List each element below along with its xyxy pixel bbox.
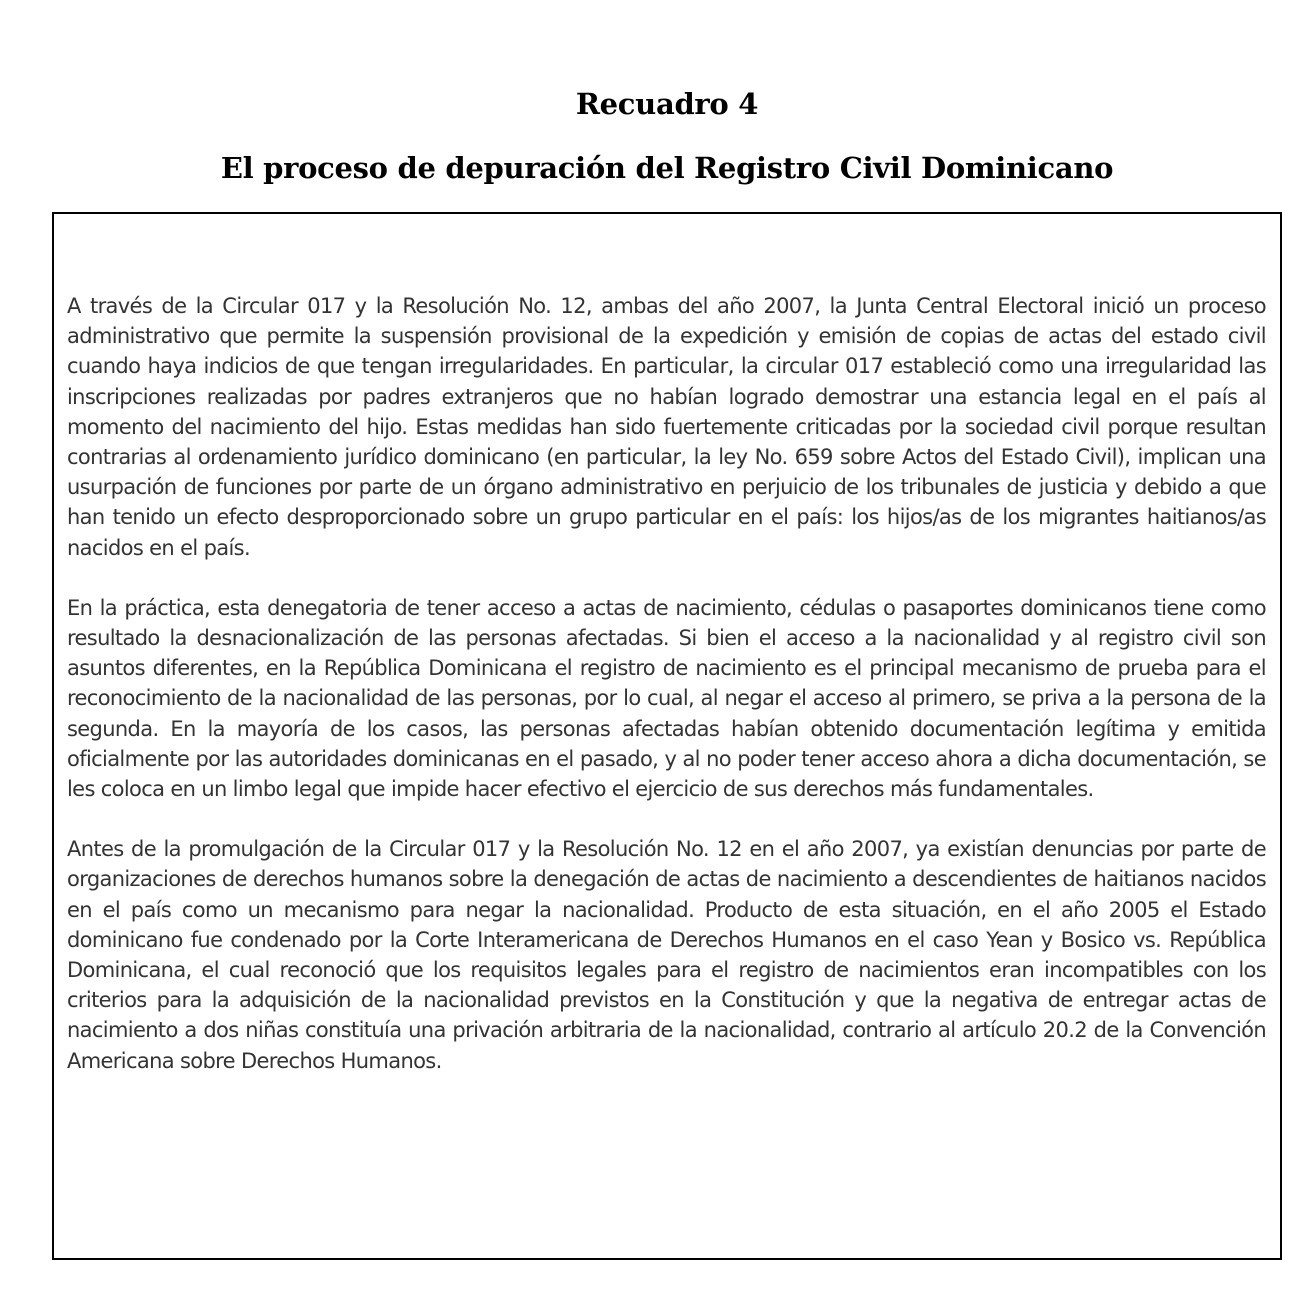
paragraph-3: Antes de la promulgación de la Circular 017 y la Resolución No. 12 en el año 2007, ya existían denuncias por parte de organizaciones de derechos humanos sobre la denegación de actas de nacimiento a descendientes de haitianos nacidos en el país como un mecanismo para negar la nacionalidad. Producto de esta situación, en el año 2005 el Estado dominicano fue condenado por la Corte Interamericana de Derechos Humanos en el caso Yean y Bosico vs. República Dominicana, el cual reconoció que los requisitos legales para el registro de nacimientos eran incompatibles con los criterios para la adquisición de la nacionalidad previstos en la Constitución y que la negativa de entregar actas de nacimiento a dos niñas constituía una privación arbitraria de la nacionalidad, contrario al artículo 20.2 de la Convención Americana sobre Derechos Humanos. bbox=[67, 837, 1266, 1073]
paragraph-1: A través de la Circular 017 y la Resolución No. 12, ambas del año 2007, la Junta Central Electoral inició un proceso administrativo que permite la suspensión provisional de la expedición y emisión de copias de actas del estado civil cuando haya indicios de que tengan irregularidades. En particular, la circular 017 estableció como una irregularidad las inscripciones realizadas por padres extranjeros que no habían logrado demostrar una estancia legal en el país al momento del nacimiento del hijo. Estas medidas han sido fuertemente criticadas por la sociedad civil porque resultan contrarias al ordenamiento jurídico dominicano (en particular, la ley No. 659 sobre Actos del Estado Civil), implican una usurpación de funciones por parte de un órgano administrativo en perjuicio de los tribunales de justicia y debido a que han tenido un efecto desproporcionado sobre un grupo particular en el país: los hijos/as de los migrantes haitianos/as nacidos en el país. bbox=[67, 294, 1266, 560]
text-box-content bbox=[67, 291, 1266, 1106]
box-label: Recuadro 4 bbox=[575, 87, 759, 121]
box-title: El proceso de depuración del Registro Civil Dominicano bbox=[220, 151, 1114, 185]
paragraph-2: En la práctica, esta denegatoria de tener acceso a actas de nacimiento, cédulas o pasaportes dominicanos tiene como resultado la desnacionalización de las personas afectadas. Si bien el acceso a la nacionalidad y al registro civil son asuntos diferentes, en la República Dominicana el registro de nacimiento es el principal mecanismo de prueba para el reconocimiento de la nacionalidad de las personas, por lo cual, al negar el acceso al primero, se priva a la persona de la segunda. En la mayoría de los casos, las personas afectadas habían obtenido documentación legítima y emitida oficialmente por las autoridades dominicanas en el pasado, y al no poder tener acceso ahora a dicha documentación, se les coloca en un limbo legal que impide hacer efectivo el ejercicio de sus derechos más fundamentales. bbox=[67, 595, 1266, 802]
